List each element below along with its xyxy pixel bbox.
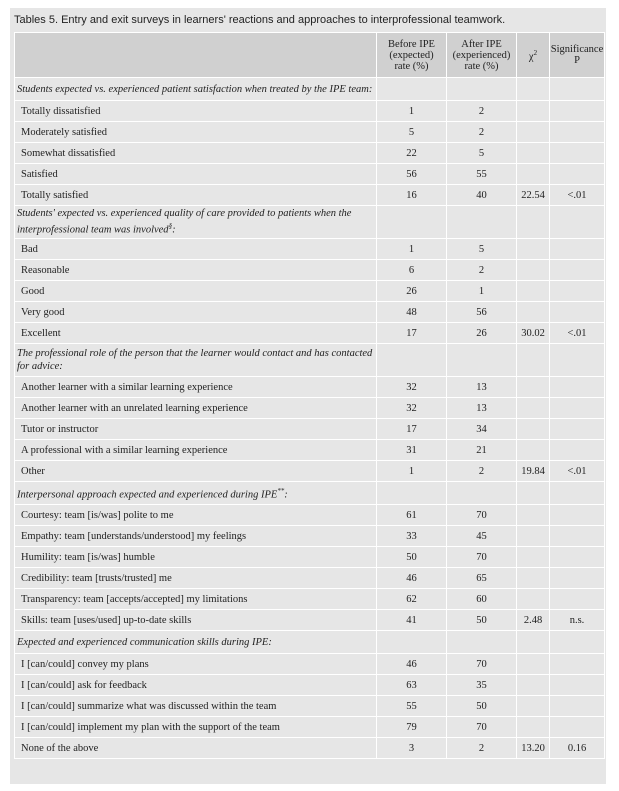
section-title-footnote: **	[277, 486, 285, 495]
header-before-line1: Before IPE	[388, 38, 435, 50]
significance-value	[550, 122, 605, 143]
row-label: Moderately satisfied	[15, 122, 377, 143]
row-label: Credibility: team [trusts/trusted] me	[15, 568, 377, 589]
empty-cell	[517, 206, 550, 239]
before-value: 63	[377, 675, 447, 696]
chi-square-value: 30.02	[517, 323, 550, 344]
before-value: 55	[377, 696, 447, 717]
header-row	[15, 33, 605, 78]
table-row	[15, 440, 605, 461]
after-value: 70	[447, 654, 517, 675]
header-after-line1: After IPE	[461, 38, 502, 50]
row-label: Another learner with a similar learning experience	[15, 377, 377, 398]
empty-cell	[447, 482, 517, 505]
section-title	[15, 78, 377, 101]
before-value: 32	[377, 398, 447, 419]
significance-value	[550, 239, 605, 260]
before-value: 33	[377, 526, 447, 547]
after-value: 70	[447, 547, 517, 568]
empty-cell	[377, 482, 447, 505]
before-value: 26	[377, 281, 447, 302]
chi-square-value	[517, 377, 550, 398]
before-value: 6	[377, 260, 447, 281]
before-value: 50	[377, 547, 447, 568]
table-row	[15, 675, 605, 696]
row-label: I [can/could] implement my plan with the support of the team	[15, 717, 377, 738]
after-value: 34	[447, 419, 517, 440]
significance-value	[550, 398, 605, 419]
significance-value	[550, 101, 605, 122]
after-value: 70	[447, 717, 517, 738]
before-value: 79	[377, 717, 447, 738]
significance-value	[550, 505, 605, 526]
header-chi-square	[517, 33, 550, 78]
table-row	[15, 323, 605, 344]
row-label: I [can/could] summarize what was discussed within the team	[15, 696, 377, 717]
chi-square-value	[517, 526, 550, 547]
row-label: I [can/could] convey my plans	[15, 654, 377, 675]
row-label: Very good	[15, 302, 377, 323]
after-value: 70	[447, 505, 517, 526]
chi-square-value	[517, 239, 550, 260]
table-row	[15, 302, 605, 323]
chi-square-value: 13.20	[517, 738, 550, 759]
empty-cell	[377, 344, 447, 377]
after-value: 13	[447, 398, 517, 419]
chi-square-value	[517, 654, 550, 675]
empty-cell	[447, 78, 517, 101]
significance-value	[550, 377, 605, 398]
after-value: 60	[447, 589, 517, 610]
section-title	[15, 344, 377, 377]
before-value: 5	[377, 122, 447, 143]
before-value: 1	[377, 461, 447, 482]
significance-value	[550, 547, 605, 568]
row-label: A professional with a similar learning experience	[15, 440, 377, 461]
empty-cell	[377, 206, 447, 239]
after-value: 2	[447, 461, 517, 482]
chi-square-value	[517, 164, 550, 185]
row-label: Another learner with an unrelated learning experience	[15, 398, 377, 419]
header-significance	[550, 33, 605, 78]
row-label: None of the above	[15, 738, 377, 759]
section-row	[15, 344, 605, 377]
chi-square-value	[517, 398, 550, 419]
row-label: Transparency: team [accepts/accepted] my limitations	[15, 589, 377, 610]
table-row	[15, 260, 605, 281]
table-frame	[10, 8, 606, 784]
table-row	[15, 101, 605, 122]
chi-square-value	[517, 547, 550, 568]
table-row	[15, 377, 605, 398]
empty-cell	[377, 78, 447, 101]
significance-value: 0.16	[550, 738, 605, 759]
section-title-text: The professional role of the person that the learner would contact and has contacted for advice:	[17, 348, 373, 372]
table-row	[15, 461, 605, 482]
chi-square-value	[517, 568, 550, 589]
before-value: 41	[377, 610, 447, 631]
before-value: 32	[377, 377, 447, 398]
empty-cell	[550, 344, 605, 377]
table-row	[15, 122, 605, 143]
empty-cell	[517, 631, 550, 654]
empty-cell	[550, 78, 605, 101]
chi-square-value	[517, 122, 550, 143]
row-label: Tutor or instructor	[15, 419, 377, 440]
table-row	[15, 185, 605, 206]
empty-cell	[447, 344, 517, 377]
after-value: 2	[447, 738, 517, 759]
after-value: 1	[447, 281, 517, 302]
chi-square-value	[517, 302, 550, 323]
chi-square-value	[517, 505, 550, 526]
table-body	[15, 78, 605, 759]
chi-square-value	[517, 675, 550, 696]
chi-square-value	[517, 589, 550, 610]
significance-value	[550, 675, 605, 696]
before-value: 22	[377, 143, 447, 164]
section-row	[15, 206, 605, 239]
significance-value	[550, 164, 605, 185]
section-title	[15, 631, 377, 654]
table-caption: Tables 5. Entry and exit surveys in learners' reactions and approaches to interprofessional teamwork.	[14, 14, 506, 26]
after-value: 35	[447, 675, 517, 696]
empty-cell	[517, 344, 550, 377]
header-sig-line2: P	[574, 55, 580, 66]
header-label	[15, 33, 377, 78]
before-value: 1	[377, 239, 447, 260]
row-label: Somewhat dissatisfied	[15, 143, 377, 164]
before-value: 31	[377, 440, 447, 461]
section-row	[15, 482, 605, 505]
table-row	[15, 505, 605, 526]
chi-square-value: 2.48	[517, 610, 550, 631]
before-value: 17	[377, 323, 447, 344]
significance-value	[550, 696, 605, 717]
chi-square-value: 19.84	[517, 461, 550, 482]
after-value: 26	[447, 323, 517, 344]
before-value: 48	[377, 302, 447, 323]
section-title	[15, 482, 377, 505]
table-row	[15, 717, 605, 738]
chi-square-value	[517, 260, 550, 281]
after-value: 2	[447, 260, 517, 281]
chi-square-value: 22.54	[517, 185, 550, 206]
significance-value	[550, 717, 605, 738]
after-value: 5	[447, 239, 517, 260]
header-sig-line1: Significance	[550, 44, 604, 55]
empty-cell	[550, 482, 605, 505]
header-chi-symbol: χ	[528, 51, 534, 63]
chi-square-value	[517, 281, 550, 302]
row-label: Reasonable	[15, 260, 377, 281]
before-value: 61	[377, 505, 447, 526]
empty-cell	[550, 206, 605, 239]
empty-cell	[447, 206, 517, 239]
table-row	[15, 589, 605, 610]
table-row	[15, 610, 605, 631]
significance-value	[550, 526, 605, 547]
table-row	[15, 239, 605, 260]
row-label: Excellent	[15, 323, 377, 344]
row-label: Satisfied	[15, 164, 377, 185]
row-label: Good	[15, 281, 377, 302]
before-value: 56	[377, 164, 447, 185]
row-label: Totally satisfied	[15, 185, 377, 206]
chi-square-value	[517, 440, 550, 461]
table-row	[15, 696, 605, 717]
section-title-text: Students' expected vs. experienced quality of care provided to patients when the interprofessional team was involved	[17, 208, 352, 236]
significance-value	[550, 654, 605, 675]
header-before	[377, 33, 447, 78]
significance-value: <.01	[550, 185, 605, 206]
before-value: 46	[377, 654, 447, 675]
chi-square-value	[517, 101, 550, 122]
significance-value	[550, 143, 605, 164]
empty-cell	[377, 631, 447, 654]
section-title-text: Expected and experienced communication skills during IPE:	[17, 636, 272, 648]
before-value: 17	[377, 419, 447, 440]
survey-table	[14, 32, 605, 759]
after-value: 50	[447, 696, 517, 717]
significance-value	[550, 440, 605, 461]
table-row	[15, 654, 605, 675]
table-row	[15, 281, 605, 302]
header-after-line2: (experienced)	[452, 49, 511, 61]
header-before-line2: (expected)	[389, 49, 434, 61]
table-row	[15, 143, 605, 164]
after-value: 21	[447, 440, 517, 461]
row-label: Humility: team [is/was] humble	[15, 547, 377, 568]
header-before-line3: rate (%)	[394, 60, 429, 72]
section-title-text: Interpersonal approach expected and experienced during IPE	[17, 489, 278, 501]
header-chi-sup: 2	[533, 48, 538, 57]
before-value: 3	[377, 738, 447, 759]
significance-value	[550, 260, 605, 281]
significance-value	[550, 589, 605, 610]
significance-value: <.01	[550, 323, 605, 344]
significance-value	[550, 302, 605, 323]
empty-cell	[517, 78, 550, 101]
after-value: 56	[447, 302, 517, 323]
row-label: I [can/could] ask for feedback	[15, 675, 377, 696]
section-title	[15, 206, 377, 239]
after-value: 40	[447, 185, 517, 206]
table-row	[15, 547, 605, 568]
before-value: 16	[377, 185, 447, 206]
significance-value	[550, 419, 605, 440]
chi-square-value	[517, 143, 550, 164]
chi-square-value	[517, 696, 550, 717]
row-label: Totally dissatisfied	[15, 101, 377, 122]
after-value: 45	[447, 526, 517, 547]
table-row	[15, 526, 605, 547]
section-title-end: :	[172, 224, 176, 236]
row-label: Bad	[15, 239, 377, 260]
after-value: 55	[447, 164, 517, 185]
section-row	[15, 78, 605, 101]
after-value: 65	[447, 568, 517, 589]
after-value: 2	[447, 122, 517, 143]
header-after-line3: rate (%)	[464, 60, 499, 72]
after-value: 13	[447, 377, 517, 398]
after-value: 5	[447, 143, 517, 164]
significance-value: <.01	[550, 461, 605, 482]
after-value: 2	[447, 101, 517, 122]
before-value: 1	[377, 101, 447, 122]
table-row	[15, 398, 605, 419]
table-row	[15, 738, 605, 759]
row-label: Skills: team [uses/used] up-to-date skills	[15, 610, 377, 631]
empty-cell	[517, 482, 550, 505]
significance-value	[550, 568, 605, 589]
row-label: Other	[15, 461, 377, 482]
row-label: Courtesy: team [is/was] polite to me	[15, 505, 377, 526]
section-title-footnote: §	[168, 222, 173, 231]
before-value: 62	[377, 589, 447, 610]
chi-square-value	[517, 419, 550, 440]
significance-value	[550, 281, 605, 302]
header-after	[447, 33, 517, 78]
row-label: Empathy: team [understands/understood] my feelings	[15, 526, 377, 547]
section-row	[15, 631, 605, 654]
section-title-text: Students expected vs. experienced patient satisfaction when treated by the IPE team:	[17, 83, 373, 95]
empty-cell	[550, 631, 605, 654]
after-value: 50	[447, 610, 517, 631]
table-row	[15, 419, 605, 440]
section-title-end: :	[284, 489, 288, 501]
table-row	[15, 568, 605, 589]
chi-square-value	[517, 717, 550, 738]
before-value: 46	[377, 568, 447, 589]
significance-value: n.s.	[550, 610, 605, 631]
table-row	[15, 164, 605, 185]
empty-cell	[447, 631, 517, 654]
